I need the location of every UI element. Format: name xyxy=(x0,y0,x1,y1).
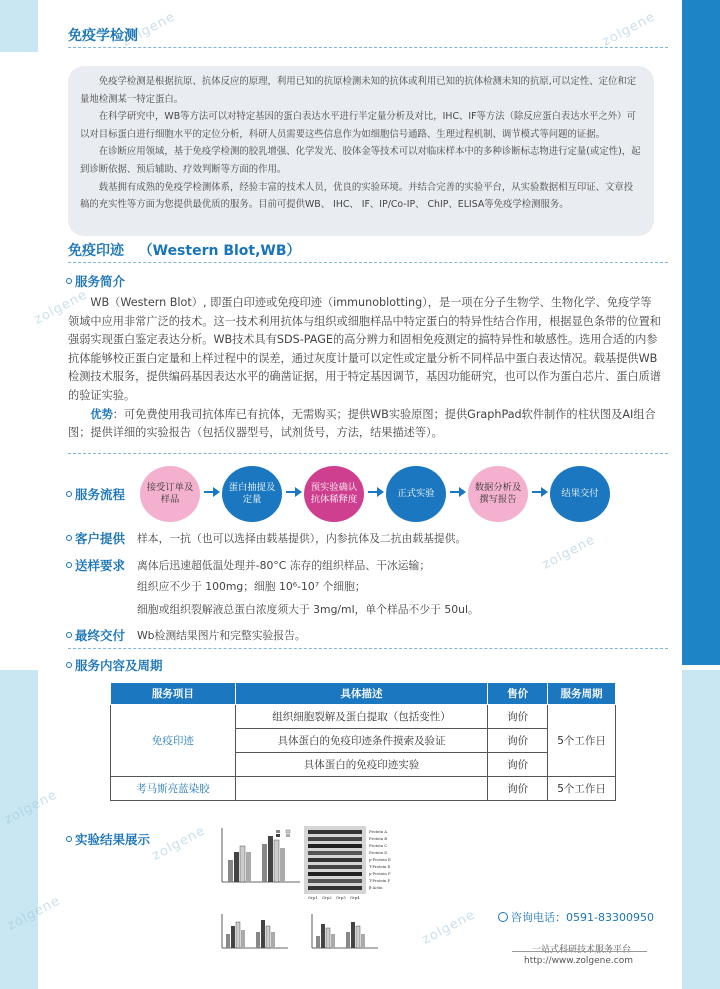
left-top-bar xyxy=(0,0,38,52)
advantage-text: ：可免费使用我司抗体库已有抗体，无需购买；提供WB实验原图；提供GraphPad软件制作的柱状图及AI组合图；提供详细的实验报告（包括仪器型号，试剂货号，方法，结果描述等）。 xyxy=(68,407,656,440)
table-header: 服务项目 xyxy=(111,683,236,705)
watermark: zolgene xyxy=(31,287,91,328)
description-cell: 具体蛋白的免疫印迹实验 xyxy=(235,753,487,777)
contact-phone: 咨询电话：0591-83300950 xyxy=(498,909,654,925)
right-light-bar xyxy=(682,670,720,989)
advantage-label: 优势 xyxy=(90,407,113,421)
table-header: 服务周期 xyxy=(548,683,616,705)
table-row xyxy=(111,705,616,729)
divider xyxy=(68,453,668,454)
footer-divider xyxy=(512,951,647,952)
bullet-icon xyxy=(66,836,72,842)
watermark: zolgene xyxy=(149,823,209,864)
service-intro-body xyxy=(68,294,662,443)
svg-text:Protein D: Protein D xyxy=(369,850,388,855)
customer-provide-label: 客户提供 xyxy=(66,529,125,547)
western-blot-image xyxy=(304,826,391,900)
divider xyxy=(68,47,668,48)
section-title-immunoassay: 免疫学检测 xyxy=(68,28,138,44)
svg-text:Protein B: Protein B xyxy=(369,836,388,841)
period-cell: 5个工作日 xyxy=(548,777,616,801)
service-content-label: 服务内容及周期 xyxy=(66,656,163,674)
watermark: zolgene xyxy=(4,893,64,934)
footer-slogan: 一站式科研技术服务平台 xyxy=(532,945,632,955)
right-blue-bar xyxy=(682,0,720,665)
svg-text:p-Protein F: p-Protein F xyxy=(369,871,391,876)
table-header: 售价 xyxy=(488,683,548,705)
customer-provide-text: 样本，一抗（也可以选择由载基提供），内参抗体及二抗由载基提供。 xyxy=(137,532,467,545)
intro-paragraph: 在科学研究中，WB等方法可以对特定基因的蛋白表达水平进行半定量分析及对比，IHC、IF等方法（除反应蛋白表达水平之外）可以对目标蛋白进行细胞水平的定位分析，科研人员需要这些信息作为如细胞信号通路、生理过程机制、调节模式等问题的证据。 xyxy=(80,111,636,140)
intro-paragraph: 免疫学检测是根据抗原、抗体反应的原理，利用已知的抗原检测未知的抗体或利用已知的抗体检测未知的抗原,可以定性、定位和定量地检测某一特定蛋白。 xyxy=(80,76,637,105)
price-cell: 询价 xyxy=(488,753,548,777)
arrow-right-icon xyxy=(450,491,464,493)
svg-text:Protein C: Protein C xyxy=(369,843,388,848)
service-intro-text: WB（Western Blot）, 即蛋白印迹或免疫印迹（immunoblotting），是一项在分子生物学、生物化学、免疫学等领域中应用非常广泛的技术。这一技术利用抗体与组织或细胞样品中特定蛋白的特异性结合作用，根据显色条带的位置和强弱实现蛋白鉴定表达分析。WB技术具有SDS-PAGE的高分辨力和固相免疫测定的搞特异性和敏感性。选用合适的内参抗体能够校正蛋白定量和上样过程中的误差，通过灰度计量可以定性或定量分析不同样品中蛋白表达情况。载基提供WB检测技术服务，提供编码基因表达水平的确凿证据，用于特定基因调节，基因功能研究，也可以作为蛋白芯片、蛋白质谱的验证实验。 xyxy=(68,296,661,402)
svg-text:p-Protein E: p-Protein E xyxy=(369,857,391,862)
watermark: zolgene xyxy=(119,9,179,50)
watermark: zolgene xyxy=(539,532,599,573)
svg-text:Grp1: Grp1 xyxy=(308,895,318,900)
flow-step: 蛋白抽提及定量 xyxy=(222,466,282,522)
bullet-icon xyxy=(66,278,72,284)
divider xyxy=(68,262,668,263)
description-cell xyxy=(235,777,487,801)
sample-requirement-label: 送样要求 xyxy=(66,556,125,574)
advantage-paragraph xyxy=(68,406,662,443)
svg-text:Protein A: Protein A xyxy=(369,829,388,834)
service-item-cell: 免疫印迹 xyxy=(111,705,236,777)
sample-requirement-line: 细胞或组织裂解液总蛋白浓度须大于 3mg/ml，单个样品不少于 50ul。 xyxy=(137,603,479,616)
bullet-icon xyxy=(66,662,72,668)
section-title-western-blot: 免疫印迹 （Western Blot,WB） xyxy=(68,243,301,259)
bullet-icon xyxy=(66,632,72,638)
flow-step: 预实验确认抗体稀释度 xyxy=(304,466,364,522)
price-cell: 询价 xyxy=(488,705,548,729)
svg-text:T-Protein E: T-Protein E xyxy=(369,864,391,869)
intro-box xyxy=(68,66,654,236)
svg-text:β-Actin: β-Actin xyxy=(369,885,383,890)
divider xyxy=(68,648,668,649)
service-flow-label: 服务流程 xyxy=(66,485,125,503)
svg-text:T-Protein F: T-Protein F xyxy=(369,878,391,883)
svg-text:Grp4: Grp4 xyxy=(350,895,360,900)
result-bar-chart-bottom xyxy=(222,914,378,948)
price-cell: 询价 xyxy=(488,729,548,753)
arrow-right-icon xyxy=(204,491,218,493)
flow-step: 接受订单及样品 xyxy=(140,466,200,522)
results-label: 实验结果展示 xyxy=(66,830,150,848)
bullet-icon xyxy=(66,491,72,497)
flow-step: 数据分析及撰写报告 xyxy=(468,466,528,522)
intro-paragraph: 在诊断应用领域，基于免疫学检测的胶乳增强、化学发光、胶体金等技术可以对临床样本中的多种诊断标志物进行定量(或定性)，起到诊断依据、预后辅助、疗效判断等方面的作用。 xyxy=(80,146,641,175)
watermark: zolgene xyxy=(1,787,61,828)
table-row xyxy=(111,777,616,801)
service-flow xyxy=(140,464,660,524)
result-figure xyxy=(208,822,448,960)
table-header: 具体描述 xyxy=(235,683,487,705)
sample-requirement-line: 组织应不少于 100mg；细胞 10⁶-10⁷ 个细胞； xyxy=(137,580,366,593)
watermark: zolgene xyxy=(419,907,479,948)
phone-icon xyxy=(498,912,508,922)
watermark: zolgene xyxy=(599,9,659,50)
intro-paragraph: 载基拥有成熟的免疫学检测体系，经验丰富的技术人员，优良的实验环境。并结合完善的实验平台，从实验数据相互印证、文章投稿的充实性等方面为您提供最优质的服务。目前可提供WB、 IHC、 IF、IP/Co-IP、 ChIP、ELISA等免疫学检测服务。 xyxy=(80,181,634,211)
arrow-right-icon xyxy=(368,491,382,493)
service-item-cell: 考马斯亮蓝染胶 xyxy=(111,777,236,801)
final-delivery-label: 最终交付 xyxy=(66,626,125,644)
description-cell: 具体蛋白的免疫印迹条件摸索及验证 xyxy=(235,729,487,753)
bullet-icon xyxy=(66,535,72,541)
sample-requirement-line: 离体后迅速超低温处理并-80°C 冻存的组织样品、干冰运输； xyxy=(137,559,431,572)
service-intro-label: 服务简介 xyxy=(66,272,125,290)
period-cell: 5个工作日 xyxy=(548,705,616,777)
flow-step: 结果交付 xyxy=(550,466,610,522)
final-delivery-text: Wb检测结果图片和完整实验报告。 xyxy=(137,629,306,642)
arrow-right-icon xyxy=(286,491,300,493)
svg-text:Grp3: Grp3 xyxy=(336,895,346,900)
price-cell: 询价 xyxy=(488,777,548,801)
footer-url[interactable]: http://www.zolgene.com xyxy=(524,956,633,966)
result-bar-chart-top xyxy=(222,828,300,882)
arrow-right-icon xyxy=(532,491,546,493)
description-cell: 组织细胞裂解及蛋白提取（包括变性） xyxy=(235,705,487,729)
svg-text:Grp2: Grp2 xyxy=(322,895,332,900)
left-light-bar xyxy=(0,670,38,989)
service-table xyxy=(110,682,616,801)
flow-step: 正式实验 xyxy=(386,466,446,522)
bullet-icon xyxy=(66,562,72,568)
